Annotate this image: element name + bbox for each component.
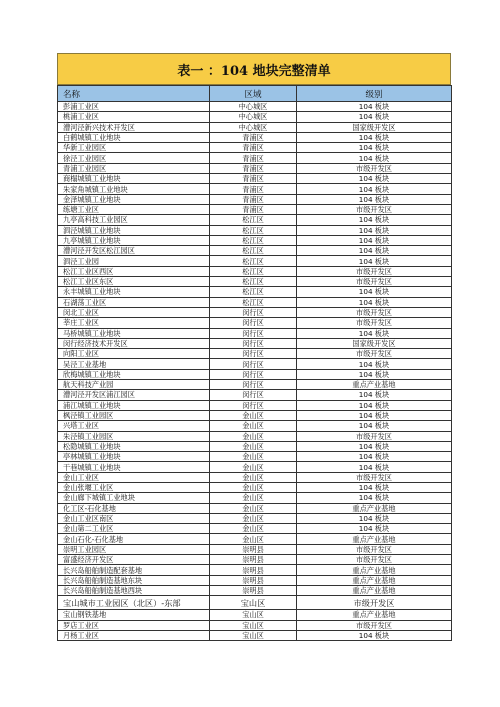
table-row bbox=[58, 596, 452, 610]
cell-area: 金山区 bbox=[210, 482, 297, 492]
table-row bbox=[58, 431, 452, 441]
table-row bbox=[58, 452, 452, 462]
cell-area: 宝山区 bbox=[210, 620, 297, 630]
cell-level: 104 板块 bbox=[297, 287, 452, 297]
cell-area: 金山区 bbox=[210, 513, 297, 523]
cell-name: 欣梅城镇工业地块 bbox=[58, 369, 210, 379]
cell-level: 104 板块 bbox=[297, 184, 452, 194]
cell-name: 长兴岛船舶制造基地东块 bbox=[58, 575, 210, 585]
cell-level: 104 板块 bbox=[297, 390, 452, 400]
table-row bbox=[58, 204, 452, 214]
cell-area: 闵行区 bbox=[210, 349, 297, 359]
cell-name: 松江工业区东区 bbox=[58, 277, 210, 287]
cell-level: 104 板块 bbox=[297, 410, 452, 420]
plot-list-table bbox=[57, 85, 452, 641]
cell-level: 104 板块 bbox=[297, 112, 452, 122]
cell-level: 104 板块 bbox=[297, 441, 452, 451]
cell-area: 青浦区 bbox=[210, 194, 297, 204]
cell-level: 市级开发区 bbox=[297, 620, 452, 630]
spreadsheet bbox=[57, 53, 451, 641]
table-row bbox=[58, 565, 452, 575]
cell-name: 练塘工业区 bbox=[58, 204, 210, 214]
cell-area: 中心城区 bbox=[210, 102, 297, 112]
cell-area: 崇明县 bbox=[210, 555, 297, 565]
cell-level: 重点产业基地 bbox=[297, 534, 452, 544]
cell-name: 九亭城镇工业地块 bbox=[58, 235, 210, 245]
cell-area: 青浦区 bbox=[210, 204, 297, 214]
table-row bbox=[58, 400, 452, 410]
table-row bbox=[58, 534, 452, 544]
table-row bbox=[58, 184, 452, 194]
header-area: 区域 bbox=[210, 86, 297, 102]
cell-name: 漕河泾开发区浦江园区 bbox=[58, 390, 210, 400]
cell-name: 漕河泾开发区松江园区 bbox=[58, 246, 210, 256]
cell-name: 泗泾工业园 bbox=[58, 256, 210, 266]
cell-area: 中心城区 bbox=[210, 122, 297, 132]
cell-name: 富盛经济开发区 bbox=[58, 555, 210, 565]
cell-level: 104 板块 bbox=[297, 153, 452, 163]
table-row bbox=[58, 524, 452, 534]
cell-level: 104 板块 bbox=[297, 452, 452, 462]
cell-name: 金山工业区 bbox=[58, 472, 210, 482]
cell-name: 金山张堰工业区 bbox=[58, 482, 210, 492]
cell-level: 104 板块 bbox=[297, 235, 452, 245]
cell-name: 青浦工业园区 bbox=[58, 163, 210, 173]
table-row bbox=[58, 225, 452, 235]
cell-level: 国家级开发区 bbox=[297, 338, 452, 348]
cell-level: 104 板块 bbox=[297, 421, 452, 431]
cell-level: 市级开发区 bbox=[297, 472, 452, 482]
cell-name: 莘庄工业区 bbox=[58, 318, 210, 328]
cell-level: 104 板块 bbox=[297, 102, 452, 112]
sheet-title: 表一 ：104 地块完整清单 bbox=[57, 53, 451, 85]
cell-name: 朱泾镇工业园区 bbox=[58, 431, 210, 441]
cell-level: 104 板块 bbox=[297, 256, 452, 266]
cell-area: 青浦区 bbox=[210, 174, 297, 184]
cell-level: 重点产业基地 bbox=[297, 503, 452, 513]
table-row bbox=[58, 338, 452, 348]
table-row bbox=[58, 132, 452, 142]
table-row bbox=[58, 585, 452, 595]
cell-area: 青浦区 bbox=[210, 153, 297, 163]
cell-name: 朱家角城镇工业地块 bbox=[58, 184, 210, 194]
cell-level: 市级开发区 bbox=[297, 318, 452, 328]
cell-area: 金山区 bbox=[210, 410, 297, 420]
table-row bbox=[58, 297, 452, 307]
cell-area: 松江区 bbox=[210, 215, 297, 225]
cell-name: 闵北工业区 bbox=[58, 307, 210, 317]
header-level: 级别 bbox=[297, 86, 452, 102]
table-row bbox=[58, 630, 452, 640]
cell-name: 航天科技产业园 bbox=[58, 380, 210, 390]
table-row bbox=[58, 318, 452, 328]
cell-level: 104 板块 bbox=[297, 493, 452, 503]
table-row bbox=[58, 493, 452, 503]
table-row bbox=[58, 235, 452, 245]
table-row bbox=[58, 163, 452, 173]
cell-area: 宝山区 bbox=[210, 630, 297, 640]
cell-level: 重点产业基地 bbox=[297, 565, 452, 575]
table-row bbox=[58, 349, 452, 359]
cell-area: 中心城区 bbox=[210, 112, 297, 122]
cell-name: 长兴岛船舶制造基地西块 bbox=[58, 585, 210, 595]
cell-area: 松江区 bbox=[210, 225, 297, 235]
cell-area: 青浦区 bbox=[210, 143, 297, 153]
cell-area: 闵行区 bbox=[210, 390, 297, 400]
cell-level: 104 板块 bbox=[297, 215, 452, 225]
table-row bbox=[58, 112, 452, 122]
cell-level: 市级开发区 bbox=[297, 555, 452, 565]
table-row bbox=[58, 390, 452, 400]
cell-name: 白鹤城镇工业地块 bbox=[58, 132, 210, 142]
cell-area: 金山区 bbox=[210, 503, 297, 513]
cell-level: 市级开发区 bbox=[297, 596, 452, 610]
cell-level: 国家级开发区 bbox=[297, 122, 452, 132]
cell-level: 市级开发区 bbox=[297, 204, 452, 214]
table-row bbox=[58, 153, 452, 163]
cell-level: 104 板块 bbox=[297, 297, 452, 307]
table-row bbox=[58, 143, 452, 153]
cell-name: 金山廊下城镇工业地块 bbox=[58, 493, 210, 503]
cell-name: 吴泾工业基地 bbox=[58, 359, 210, 369]
cell-area: 闵行区 bbox=[210, 380, 297, 390]
cell-level: 104 板块 bbox=[297, 400, 452, 410]
cell-level: 市级开发区 bbox=[297, 349, 452, 359]
cell-area: 闵行区 bbox=[210, 338, 297, 348]
cell-area: 崇明县 bbox=[210, 575, 297, 585]
cell-area: 松江区 bbox=[210, 235, 297, 245]
table-row bbox=[58, 555, 452, 565]
table-row bbox=[58, 410, 452, 420]
cell-area: 松江区 bbox=[210, 297, 297, 307]
cell-name: 泗泾城镇工业地块 bbox=[58, 225, 210, 235]
table-row bbox=[58, 575, 452, 585]
cell-name: 亭林城镇工业地块 bbox=[58, 452, 210, 462]
cell-area: 闵行区 bbox=[210, 328, 297, 338]
table-header-row bbox=[58, 86, 452, 102]
cell-area: 闵行区 bbox=[210, 400, 297, 410]
cell-level: 104 板块 bbox=[297, 174, 452, 184]
cell-name: 石湖荡工业区 bbox=[58, 297, 210, 307]
cell-level: 104 板块 bbox=[297, 132, 452, 142]
table-row bbox=[58, 174, 452, 184]
cell-name: 商榻城镇工业地块 bbox=[58, 174, 210, 184]
table-row bbox=[58, 482, 452, 492]
cell-name: 干巷城镇工业地块 bbox=[58, 462, 210, 472]
table-row bbox=[58, 122, 452, 132]
cell-name: 九亭高科技工业园区 bbox=[58, 215, 210, 225]
cell-level: 市级开发区 bbox=[297, 163, 452, 173]
cell-level: 104 板块 bbox=[297, 482, 452, 492]
table-row bbox=[58, 307, 452, 317]
cell-area: 松江区 bbox=[210, 256, 297, 266]
cell-name: 宝山城市工业园区（北区）-东部 bbox=[58, 596, 210, 610]
cell-name: 马桥城镇工业地块 bbox=[58, 328, 210, 338]
table-row bbox=[58, 620, 452, 630]
cell-name: 彭浦工业区 bbox=[58, 102, 210, 112]
table-row bbox=[58, 266, 452, 276]
cell-name: 化工区-石化基地 bbox=[58, 503, 210, 513]
cell-name: 漕河泾新兴技术开发区 bbox=[58, 122, 210, 132]
cell-name: 金泽城镇工业地块 bbox=[58, 194, 210, 204]
cell-level: 市级开发区 bbox=[297, 307, 452, 317]
cell-area: 宝山区 bbox=[210, 610, 297, 620]
cell-level: 重点产业基地 bbox=[297, 380, 452, 390]
cell-name: 松隐城镇工业地块 bbox=[58, 441, 210, 451]
cell-name: 金山工业区南区 bbox=[58, 513, 210, 523]
cell-level: 104 板块 bbox=[297, 630, 452, 640]
cell-area: 松江区 bbox=[210, 266, 297, 276]
cell-name: 枫泾镇工业园区 bbox=[58, 410, 210, 420]
cell-level: 市级开发区 bbox=[297, 266, 452, 276]
cell-level: 市级开发区 bbox=[297, 431, 452, 441]
cell-level: 104 板块 bbox=[297, 225, 452, 235]
cell-name: 浦江城镇工业地块 bbox=[58, 400, 210, 410]
cell-area: 金山区 bbox=[210, 493, 297, 503]
table-row bbox=[58, 246, 452, 256]
cell-area: 崇明县 bbox=[210, 544, 297, 554]
cell-level: 104 板块 bbox=[297, 246, 452, 256]
cell-name: 向阳工业区 bbox=[58, 349, 210, 359]
cell-name: 金山石化-石化基地 bbox=[58, 534, 210, 544]
cell-area: 金山区 bbox=[210, 462, 297, 472]
cell-level: 104 板块 bbox=[297, 513, 452, 523]
cell-level: 重点产业基地 bbox=[297, 585, 452, 595]
cell-name: 崇明工业园区 bbox=[58, 544, 210, 554]
cell-level: 104 板块 bbox=[297, 194, 452, 204]
cell-name: 闵行经济技术开发区 bbox=[58, 338, 210, 348]
table-row bbox=[58, 277, 452, 287]
table-row bbox=[58, 544, 452, 554]
cell-area: 青浦区 bbox=[210, 184, 297, 194]
table-row bbox=[58, 513, 452, 523]
cell-area: 青浦区 bbox=[210, 163, 297, 173]
cell-level: 重点产业基地 bbox=[297, 575, 452, 585]
cell-area: 金山区 bbox=[210, 524, 297, 534]
cell-area: 闵行区 bbox=[210, 369, 297, 379]
cell-level: 104 板块 bbox=[297, 369, 452, 379]
cell-area: 崇明县 bbox=[210, 565, 297, 575]
cell-area: 青浦区 bbox=[210, 132, 297, 142]
cell-area: 闵行区 bbox=[210, 307, 297, 317]
table-row bbox=[58, 215, 452, 225]
table-row bbox=[58, 256, 452, 266]
table-row bbox=[58, 369, 452, 379]
cell-name: 徐泾工业园区 bbox=[58, 153, 210, 163]
cell-area: 金山区 bbox=[210, 431, 297, 441]
cell-area: 宝山区 bbox=[210, 596, 297, 610]
cell-name: 兴塔工业区 bbox=[58, 421, 210, 431]
table-row bbox=[58, 503, 452, 513]
header-name: 名称 bbox=[58, 86, 210, 102]
table-row bbox=[58, 102, 452, 112]
table-row bbox=[58, 359, 452, 369]
cell-area: 金山区 bbox=[210, 441, 297, 451]
table-row bbox=[58, 287, 452, 297]
cell-level: 市级开发区 bbox=[297, 277, 452, 287]
cell-area: 金山区 bbox=[210, 472, 297, 482]
table-row bbox=[58, 380, 452, 390]
table-row bbox=[58, 194, 452, 204]
table-row bbox=[58, 441, 452, 451]
cell-name: 宝山钢铁基地 bbox=[58, 610, 210, 620]
table-row bbox=[58, 462, 452, 472]
cell-level: 104 板块 bbox=[297, 328, 452, 338]
cell-level: 重点产业基地 bbox=[297, 610, 452, 620]
cell-name: 长兴岛船舶制造配套基地 bbox=[58, 565, 210, 575]
cell-area: 金山区 bbox=[210, 421, 297, 431]
cell-level: 104 板块 bbox=[297, 524, 452, 534]
cell-level: 104 板块 bbox=[297, 359, 452, 369]
cell-name: 华新工业园区 bbox=[58, 143, 210, 153]
cell-name: 松江工业区西区 bbox=[58, 266, 210, 276]
cell-area: 金山区 bbox=[210, 452, 297, 462]
cell-area: 闵行区 bbox=[210, 318, 297, 328]
cell-area: 闵行区 bbox=[210, 359, 297, 369]
cell-area: 金山区 bbox=[210, 534, 297, 544]
cell-area: 崇明县 bbox=[210, 585, 297, 595]
cell-name: 桃浦工业区 bbox=[58, 112, 210, 122]
cell-level: 104 板块 bbox=[297, 143, 452, 153]
cell-name: 金山第二工业区 bbox=[58, 524, 210, 534]
cell-area: 松江区 bbox=[210, 287, 297, 297]
table-row bbox=[58, 472, 452, 482]
cell-area: 松江区 bbox=[210, 246, 297, 256]
table-row bbox=[58, 328, 452, 338]
table-row bbox=[58, 610, 452, 620]
cell-level: 104 板块 bbox=[297, 462, 452, 472]
table-row bbox=[58, 421, 452, 431]
cell-level: 市级开发区 bbox=[297, 544, 452, 554]
cell-area: 松江区 bbox=[210, 277, 297, 287]
cell-name: 永丰城镇工业地块 bbox=[58, 287, 210, 297]
cell-name: 月杨工业区 bbox=[58, 630, 210, 640]
cell-name: 罗店工业区 bbox=[58, 620, 210, 630]
